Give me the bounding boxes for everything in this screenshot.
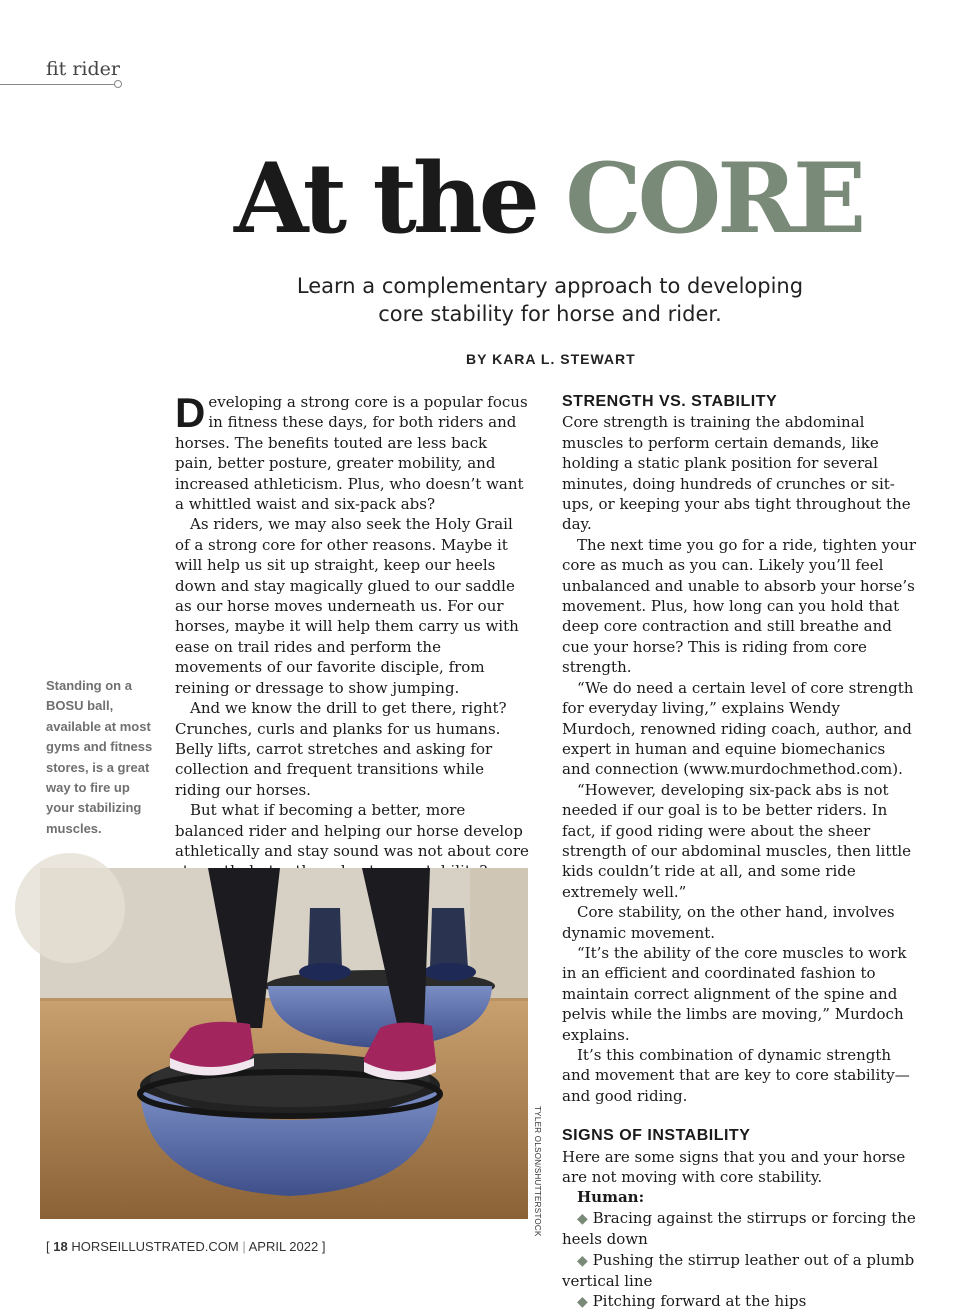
bosu-photo-illustration [40,868,528,1219]
col2-paragraph-7: It’s this combination of dynamic strength and movement that are key to core stability—and good riding. [562,1046,910,1105]
list-item-text: Pushing the stirrup leather out of a plumb vertical line [562,1250,915,1291]
photo-credit-text: TYLER OLSON/SHUTTERSTOCK [533,1106,542,1237]
photo-credit [530,1106,544,1237]
col2-paragraph-3: “We do need a certain level of core strength for everyday living,” explains Wendy Murdoch, renowned riding coach, author, and expert in human and equine biomechanics and connection (www.murdochmethod.com). [562,678,914,779]
list-item [562,1250,918,1292]
folio-close-bracket: ] [321,1239,326,1254]
headline-part2: CORE [565,142,863,255]
drop-cap: D [175,389,206,436]
headline [234,142,874,255]
subhead-signs-of-instability: SIGNS OF INSTABILITY [562,1127,751,1145]
page-number: 18 [53,1239,68,1254]
diamond-bullet-icon: ◆ [577,1294,588,1311]
section-rule-dot [114,80,122,88]
list-item-text: Pitching forward at the hips [592,1292,807,1311]
col2-paragraph-8: Here are some signs that you and your horse are not moving with core stability. [562,1147,906,1187]
article-column-1 [175,389,529,882]
paragraph-3: And we know the drill to get there, right? Crunches, curls and planks for us humans. Belly lifts, carrot stretches and asking for collection and frequent transitions while riding our horses. [175,699,507,799]
list-item [562,1208,918,1250]
paragraph-4: But what if becoming a better, more balanced rider and helping our horse develop athletically and stay sound was not about core [175,801,529,860]
subhead-strength-vs-stability: STRENGTH VS. STABILITY [562,393,778,410]
paragraph-1 [175,389,529,514]
diamond-bullet-icon: ◆ [577,1252,588,1269]
folio-site: HORSEILLUSTRATED.COM [71,1239,239,1254]
col2-paragraph-4: “However, developing six-pack abs is not needed if our goal is to be better riders. In fact, if good riding were about the sheer strength of our abdominal muscles, then little kids couldn’t ride at all, and some ride extremely well.” [562,780,912,901]
paragraph-2: As riders, we may also seek the Holy Grail of a strong core for other reasons. Maybe it will help us sit up straight, keep our heels down and stay magically glued to our saddle as our horse moves underneath us. For our horses, maybe it will help them carry us with ease on trail rides and perform the movements of our favorite disciple, from reining or dressage to show jumping. [175,515,519,697]
photo-caption: Standing on a BOSU ball, available at most gyms and fitness stores, is a great way to fire up your stabilizing muscles. [46,678,153,836]
headline-part1: At the [234,142,536,255]
folio-issue: APRIL 2022 [248,1239,319,1254]
paragraph-1-text: eveloping a strong core is a popular focus in fitness these days, for both riders and horses. The benefits touted are less back pain, better posture, greater mobility, and increased athleticism. Plus, who doesn’t want a whittled waist and six-pack abs? [175,393,528,514]
bosu-photo [40,868,528,1219]
section-tag: fit rider [46,58,120,80]
page-folio [46,1239,325,1254]
list-item [562,1291,918,1312]
col2-paragraph-1: Core strength is training the abdominal muscles to perform certain demands, like holding a static plank position for several minutes, doing hundreds of crunches or sit-ups, or keeping your abs tight throughout the day. [562,413,911,534]
col2-paragraph-6: “It’s the ability of the core muscles to work in an efficient and coordinated fashion to maintain correct alignment of the spine and pelvis while the limbs are moving,” Murdoch explains. [562,943,907,1044]
folio-open-bracket: [ [46,1239,50,1254]
article-column-2 [562,392,918,1313]
diamond-bullet-icon: ◆ [577,1210,588,1227]
deck: Learn a complementary approach to developing core stability for horse and rider. [296,274,804,326]
list-item-text: Bracing against the stirrups or forcing the heels down [562,1208,916,1249]
col2-paragraph-2: The next time you go for a ride, tighten your core as much as you can. Likely you’ll feel unbalanced and unable to absorb your horse’s movement. Plus, how long can you hold that deep core contraction and still breathe and cue your horse? This is riding from core strength. [562,535,917,677]
list-label-human: Human: [577,1188,645,1207]
folio-separator: | [242,1239,246,1254]
byline: BY KARA L. STEWART [466,351,636,367]
col2-paragraph-5: Core stability, on the other hand, involves dynamic movement. [562,903,895,942]
section-rule [0,84,118,85]
